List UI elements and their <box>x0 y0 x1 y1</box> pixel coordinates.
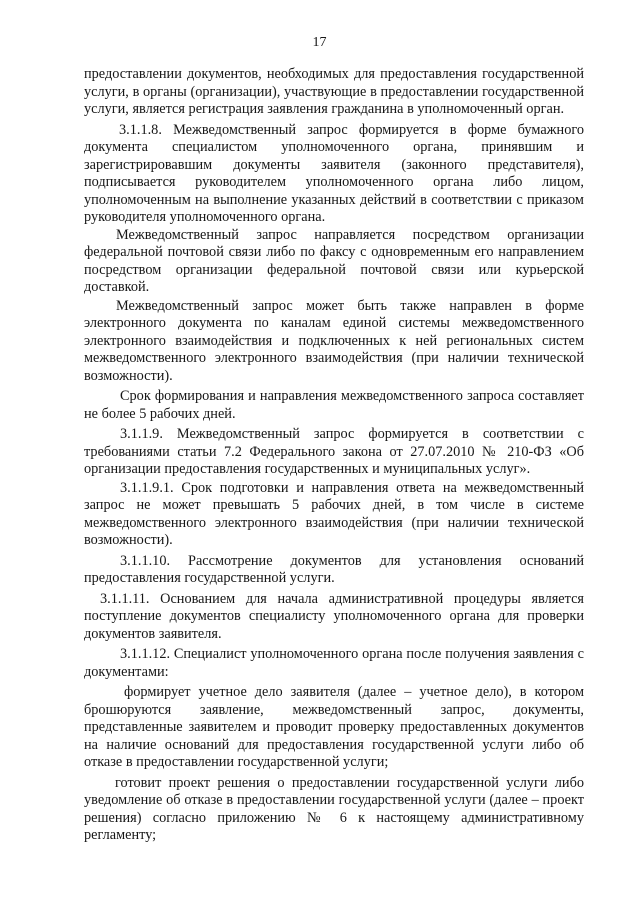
paragraph-3-1-1-9: 3.1.1.9. Межведомственный запрос формируется в соответствии с требованиями статьи 7.2 Федерального закона от 27.07.2010 № 210-ФЗ «Об организации предоставления государственных и муниципальных услуг». <box>84 426 584 477</box>
paragraph-request-deadline: Срок формирования и направления межведомственного запроса составляет не более 5 рабочих дней. <box>84 388 584 422</box>
paragraph-3-1-1-11: 3.1.1.11. Основанием для начала административной процедуры является поступление документов специалисту уполномоченного органа для проверки документов заявителя. <box>84 590 584 642</box>
page-number: 17 <box>312 35 327 50</box>
paragraph-request-postal: Межведомственный запрос направляется посредством организации федеральной почтовой связи либо по факсу с одновременным его направлением посредством организации федеральной почтовой связи или курьерской доставкой. <box>84 226 584 295</box>
paragraph-3-1-1-9-1: 3.1.1.9.1. Срок подготовки и направления ответа на межведомственный запрос не может превышать 5 рабочих дней, в том числе в системе межведомственного электронного взаимодействия (при наличии технической возможности). <box>84 479 584 548</box>
paragraph-3-1-1-12: 3.1.1.12. Специалист уполномоченного органа после получения заявления с документами: <box>84 646 584 680</box>
paragraph-3-1-1-8: 3.1.1.8. Межведомственный запрос формируется в форме бумажного документа специалистом уполномоченного органа, принявшим и зарегистрировавшим документы заявителя (законного представителя), подписывается руководителем уполномоченного органа либо лицом, уполномоченным на выполнение указанных действий в соответствии с приказом руководителя уполномоченного органа. <box>84 121 584 225</box>
paragraph-request-electronic: Межведомственный запрос может быть также направлен в форме электронного документа по каналам единой системы межведомственного электронного взаимодействия и подключенных к ней региональных систем межведомственного электронного взаимодействия (при наличии технической возможности). <box>84 297 584 384</box>
paragraph-3-1-1-10: 3.1.1.10. Рассмотрение документов для установления оснований предоставления государственной услуги. <box>84 552 584 586</box>
document-body <box>84 66 584 845</box>
paragraph-forms-case-file: формирует учетное дело заявителя (далее – учетное дело), в котором брошюруются заявление, межведомственный запрос, документы, представленные заявителем и проводит проверку предоставленных документов на наличие оснований для предоставления государственной услуги либо об отказе в предоставлении государственной услуги; <box>84 684 584 770</box>
paragraph-prepares-draft-decision: готовит проект решения о предоставлении государственной услуги либо уведомление об отказе в предоставлении государственной услуги (далее – проект решения) согласно приложению № 6 к настоящему административному регламенту; <box>84 774 584 843</box>
paragraph-registration: предоставлении документов, необходимых для предоставления государственной услуги, в органы (организации), участвующие в предоставлении государственной услуги, является регистрация заявления гражданина в уполномоченный орган. <box>84 66 584 117</box>
